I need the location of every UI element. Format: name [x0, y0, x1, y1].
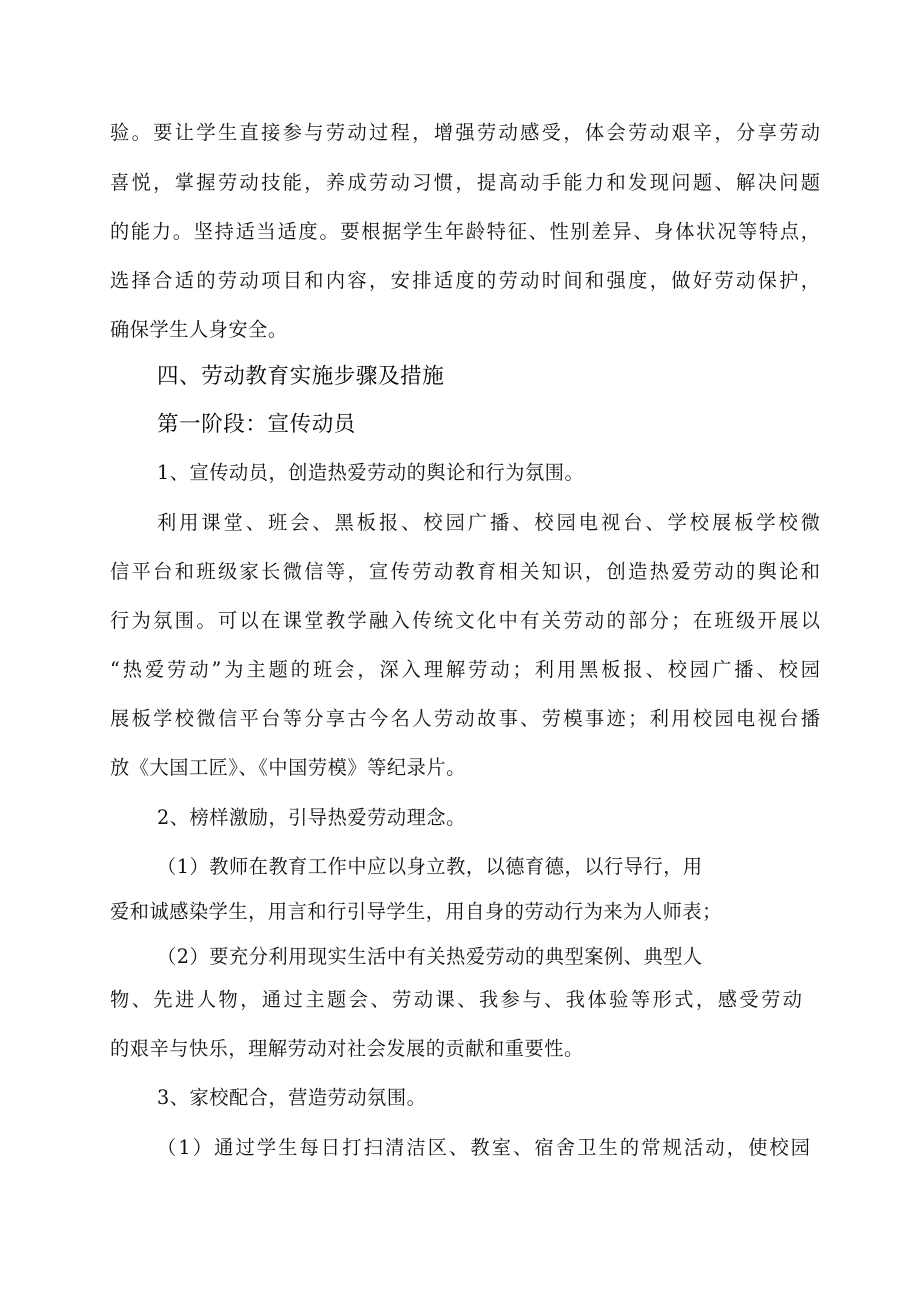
paragraph-line: （1）教师在教育工作中应以身立教，以德育德，以行导行，用: [157, 855, 703, 878]
paragraph-line: 行为氛围。可以在课堂教学融入传统文化中有关劳动的部分；在班级开展以: [110, 609, 820, 632]
item-heading: 2、榜样激励，引导热爱劳动理念。: [157, 806, 466, 829]
paragraph-line: 物、先进人物，通过主题会、劳动课、我参与、我体验等形式，感受劳动: [110, 988, 802, 1011]
paragraph-line: 利用课堂、班会、黑板报、校园广播、校园电视台、学校展板学校微: [157, 511, 820, 534]
section-heading: 四、劳动教育实施步骤及措施: [157, 364, 445, 389]
paragraph-line: 的艰辛与快乐，理解劳动对社会发展的贡献和重要性。: [110, 1037, 584, 1060]
paragraph-line: 信平台和班级家长微信等，宣传劳动教育相关知识，创造热爱劳动的舆论和: [110, 560, 820, 583]
item-heading: 3、家校配合，营造劳动氛围。: [157, 1086, 427, 1109]
paragraph-line: 验。要让学生直接参与劳动过程，增强劳动感受，体会劳动艰辛，分享劳动: [110, 121, 820, 144]
paragraph-line: （2）要充分利用现实生活中有关热爱劳动的典型案例、典型人: [157, 945, 703, 968]
paragraph-line: 爱和诚感染学生，用言和行引导学生，用自身的劳动行为来为人师表；: [110, 900, 722, 923]
paragraph-line: 展板学校微信平台等分享古今名人劳动故事、劳模事迹；利用校园电视台播: [110, 707, 820, 730]
paragraph-line: 确保学生人身安全。: [110, 318, 288, 341]
stage-heading: 第一阶段：宣传动员: [157, 412, 356, 437]
paragraph-line: （1）通过学生每日打扫清洁区、教室、宿舍卫生的常规活动，使校园: [157, 1136, 810, 1159]
item-heading: 1、宣传动员，创造热爱劳动的舆论和行为氛围。: [157, 461, 585, 484]
paragraph-line: 放《大国工匠》、《中国劳模》等纪录片。: [110, 756, 466, 779]
paragraph-line: 喜悦，掌握劳动技能，养成劳动习惯，提高动手能力和发现问题、解决问题: [110, 171, 820, 194]
paragraph-line: 选择合适的劳动项目和内容，安排适度的劳动时间和强度，做好劳动保护，: [110, 269, 820, 292]
paragraph-line: “热爱劳动”为主题的班会，深入理解劳动；利用黑板报、校园广播、校园: [110, 658, 820, 681]
paragraph-line: 的能力。坚持适当适度。要根据学生年龄特征、性别差异、身体状况等特点，: [110, 220, 820, 243]
